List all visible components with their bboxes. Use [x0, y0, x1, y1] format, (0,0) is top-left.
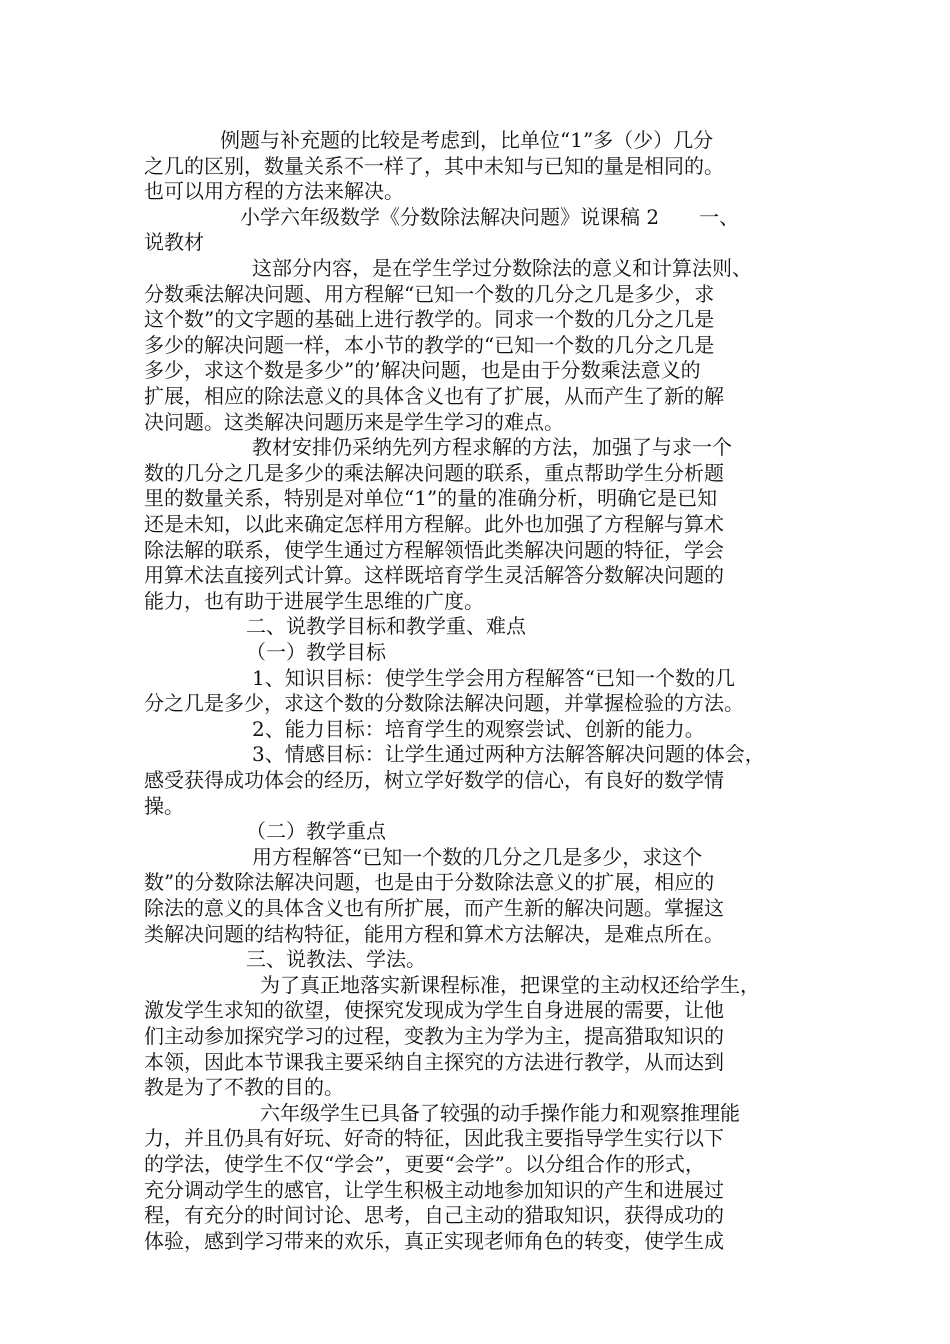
text-line: 感受获得成功体会的经历，树立学好数学的信心，有良好的数学情: [144, 768, 724, 792]
text-line: 能力，也有助于进展学生思维的广度。: [144, 589, 484, 613]
text-line: 教是为了不教的目的。: [144, 1075, 344, 1099]
text-line: 体验，感到学习带来的欢乐，真正实现老师角色的转变，使学生成: [144, 1229, 724, 1253]
section-heading: 二、说教学目标和教学重、难点: [246, 614, 526, 638]
text-line: 激发学生求知的欲望，使探究发现成为学生自身进展的需要，让他: [144, 998, 724, 1022]
subsection-heading: （一）教学目标: [246, 640, 386, 664]
text-line: 2、能力目标：培育学生的观察尝试、创新的能力。: [252, 717, 705, 741]
text-line: 充分调动学生的感官，让学生积极主动地参加知识的产生和进展过: [144, 1178, 724, 1202]
text-line: 类解决问题的结构特征，能用方程和算术方法解决，是难点所在。: [144, 922, 724, 946]
text-line: 里的数量关系，特别是对单位“1”的量的准确分析，明确它是已知: [144, 486, 718, 510]
section-heading: 三、说教法、学法。: [246, 947, 426, 971]
text-line: 用方程解答“已知一个数的几分之几是多少，求这个: [252, 845, 703, 869]
text-line: 3、情感目标：让学生通过两种方法解答解决问题的体会，: [252, 742, 765, 766]
text-line: 本领，因此本节课我主要采纳自主探究的方法进行教学，从而达到: [144, 1050, 724, 1074]
text-line: 操。: [144, 794, 184, 818]
text-line: 除法解的联系，使学生通过方程解领悟此类解决问题的特征，学会: [144, 538, 724, 562]
text-line: 之几的区别，数量关系不一样了，其中未知与已知的量是相同的。: [144, 154, 724, 178]
text-line: 也可以用方程的方法来解决。: [144, 179, 404, 203]
text-line: 分数乘法解决问题、用方程解“已知一个数的几分之几是多少，求: [144, 282, 715, 306]
text-line: 教材安排仍采纳先列方程求解的方法，加强了与求一个: [252, 435, 732, 459]
text-line: 分之几是多少，求这个数的分数除法解决问题，并掌握检验的方法。: [144, 691, 744, 715]
text-line: 数的几分之几是多少的乘法解决问题的联系，重点帮助学生分析题: [144, 461, 724, 485]
text-line: 为了真正地落实新课程标准，把课堂的主动权还给学生，: [260, 973, 760, 997]
text-line: 程，有充分的时间讨论、思考，自己主动的猎取知识，获得成功的: [144, 1203, 724, 1227]
subsection-heading: （二）教学重点: [246, 819, 386, 843]
text-line: 六年级学生已具备了较强的动手操作能力和观察推理能: [260, 1101, 740, 1125]
text-line: 力，并且仍具有好玩、好奇的特征，因此我主要指导学生实行以下: [144, 1126, 724, 1150]
text-line: 多少的解决问题一样，本小节的教学的“已知一个数的几分之几是: [144, 333, 715, 357]
text-line: 扩展，相应的除法意义的具体含义也有了扩展，从而产生了新的解: [144, 384, 724, 408]
text-line: 还是未知，以此来确定怎样用方程解。此外也加强了方程解与算术: [144, 512, 724, 536]
text-line: 1、知识目标：使学生学会用方程解答“已知一个数的几: [252, 666, 735, 690]
text-line: 说教材: [144, 230, 204, 254]
text-line: 们主动参加探究学习的过程，变教为主为学为主，提高猎取知识的: [144, 1024, 724, 1048]
text-line: 除法的意义的具体含义也有所扩展，而产生新的解决问题。掌握这: [144, 896, 724, 920]
text-line: 这部分内容，是在学生学过分数除法的意义和计算法则、: [252, 256, 752, 280]
section-title: 小学六年级数学《分数除法解决问题》说课稿 2 一、: [240, 205, 740, 229]
text-line: 数”的分数除法解决问题，也是由于分数除法意义的扩展，相应的: [144, 870, 715, 894]
text-line: 的学法，使学生不仅“学会”，更要“会学”。以分组合作的形式，: [144, 1152, 705, 1176]
text-line: 多少，求这个数是多少”的’解决问题，也是由于分数乘法意义的: [144, 358, 701, 382]
text-line: 这个数”的文字题的基础上进行教学的。同求一个数的几分之几是: [144, 307, 715, 331]
text-line: 例题与补充题的比较是考虑到，比单位“1”多（少）几分: [220, 128, 714, 152]
text-line: 决问题。这类解决问题历来是学生学习的难点。: [144, 410, 564, 434]
text-line: 用算术法直接列式计算。这样既培育学生灵活解答分数解决问题的: [144, 563, 724, 587]
